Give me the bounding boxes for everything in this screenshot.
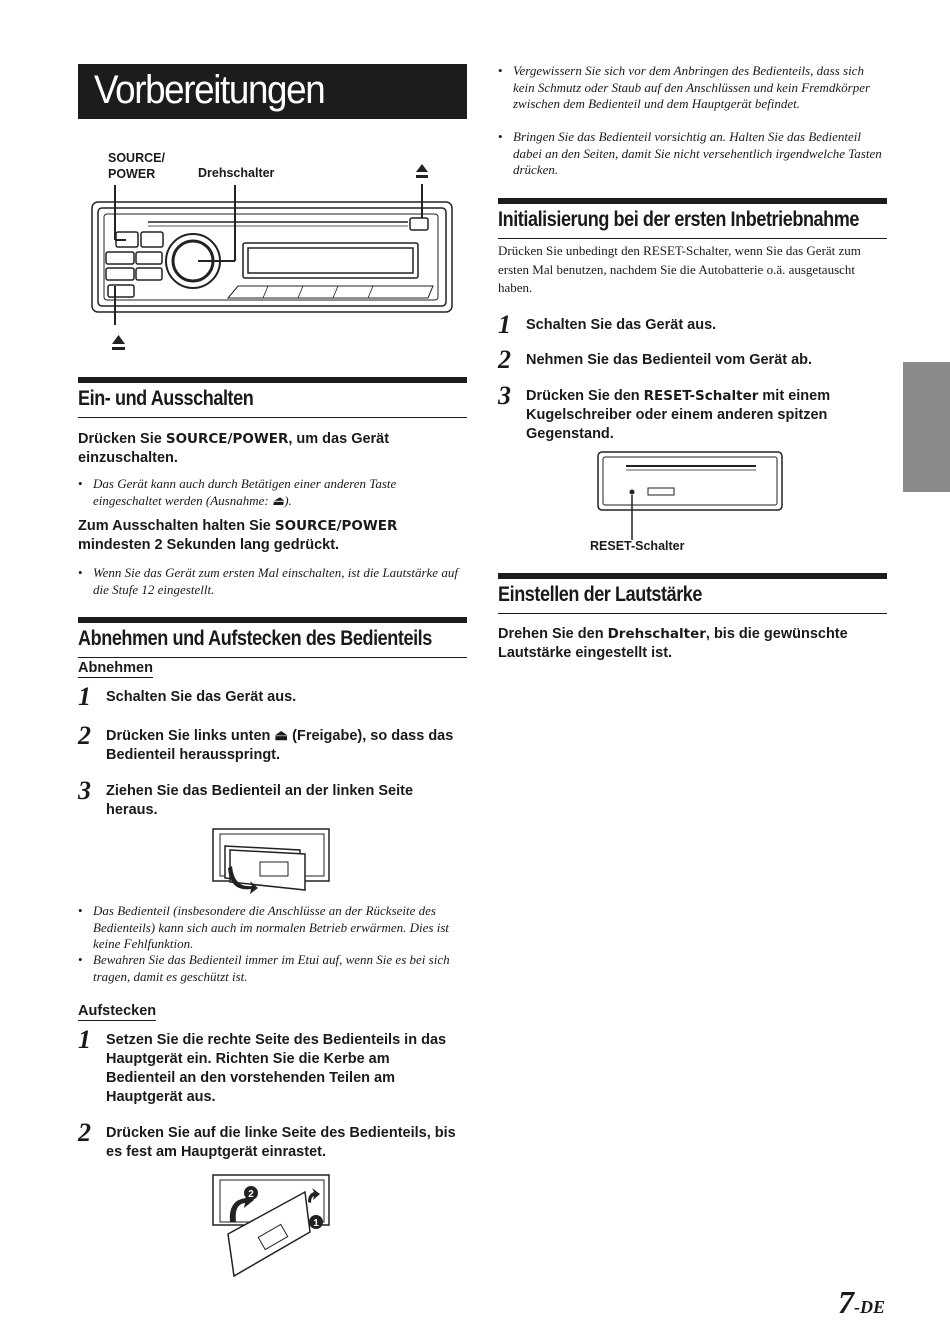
heading-lautstaerke: Einstellen der Lautstärke — [498, 573, 887, 614]
page-number: 7-DE — [838, 1284, 885, 1320]
chapter-tab — [903, 362, 950, 492]
init-intro: Drücken Sie unbedingt den RESET-Schalter, wenn Sie das Gerät zum ersten Mal benutzen, nachdem Sie die Autobatterie o.ä. ausgetauscht haben. — [498, 243, 861, 295]
note-panel-case: • Bewahren Sie das Bedienteil immer im Etui auf, wenn Sie es bei sich tragen, damit es geschützt ist. — [78, 952, 450, 984]
label-reset-switch: RESET-Schalter — [590, 539, 685, 553]
eject-icon-top — [416, 164, 428, 178]
subheading-aufstecken: Aufstecken — [78, 1003, 157, 1019]
eject-icon-bottom — [112, 335, 125, 350]
panel-remove-illustration — [210, 826, 335, 896]
note-attach-clean: • Vergewissern Sie sich vor dem Anbringen des Bedienteils, dass sich kein Schmutz oder Staub auf den Anschlüssen und kein Fremdkörper zwischen dem Bedienteil und dem Hauptgerät befindet. — [498, 63, 871, 111]
heading-bedienteil: Abnehmen und Aufstecken des Bedienteils — [78, 617, 467, 658]
label-source-power: SOURCE/ POWER — [108, 151, 165, 181]
note-panel-warm: • Das Bedienteil (insbesondere die Anschlüsse an der Rückseite des Bedienteils) kann sich auch im normalen Betrieb erwärmen. Dies ist keine Fehlfunktion. — [78, 903, 449, 951]
power-off-instruction: Zum Ausschalten halten Sie SOURCE/POWER mindesten 2 Sekunden lang gedrückt. — [78, 518, 398, 553]
subheading-abnehmen: Abnehmen — [78, 660, 153, 676]
volume-instruction: Drehen Sie den Drehschalter, bis die gewünschte Lautstärke eingestellt ist. — [498, 626, 848, 661]
attach-marker-1: 1 — [313, 1218, 319, 1229]
note-attach-careful: • Bringen Sie das Bedienteil vorsichtig an. Halten Sie das Bedienteil dabei an den Seiten, damit Sie nicht versehentlich irgendwelche Tasten drücken. — [498, 129, 882, 177]
car-stereo-illustration — [88, 160, 468, 360]
note-power-on: • Das Gerät kann auch durch Betätigen einer anderen Taste eingeschaltet werden (Ausnahme: ⏏). — [78, 476, 397, 508]
power-on-instruction: Drücken Sie SOURCE/POWER, um das Gerät einzuschalten. — [78, 431, 390, 466]
page-title-bar — [78, 64, 467, 119]
heading-ein-ausschalten: Ein- und Ausschalten — [78, 377, 467, 418]
note-volume-default: • Wenn Sie das Gerät zum ersten Mal einschalten, ist die Lautstärke auf die Stufe 12 eingestellt. — [78, 565, 458, 597]
reset-unit-illustration — [596, 450, 786, 542]
label-drehschalter: Drehschalter — [198, 166, 275, 180]
attach-marker-2: 2 — [248, 1189, 254, 1200]
panel-attach-illustration — [210, 1172, 335, 1282]
heading-initialisierung: Initialisierung bei der ersten Inbetriebnahme — [498, 198, 887, 239]
page-title: Vorbereitungen — [94, 68, 325, 112]
